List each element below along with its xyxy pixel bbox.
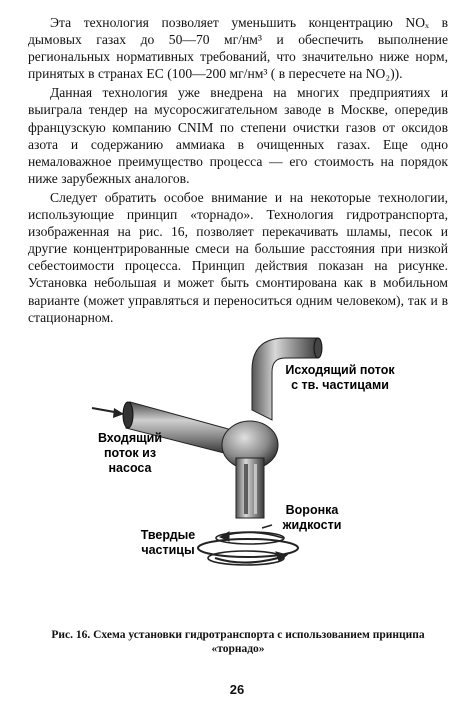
label-liquid-funnel: Воронка жидкости: [282, 503, 342, 532]
page-number: 26: [229, 682, 245, 697]
figure-caption: Рис. 16. Схема установки гидротранспорта с использованием принципа «торнадо»: [51, 629, 425, 655]
body-text: [28, 14, 448, 328]
vortex-chamber: [222, 421, 278, 518]
label-solid-particles: Твердые частицы: [140, 528, 196, 557]
paragraph-3: Следует обратить особое внимание и на некоторые технологии, использующие принцип «торнадо». Технология гидротранспорта, изображенная на рис. 16, позволяет перекачивать шламы, песок и другие концентрированные смеси на большие расстояния при низкой себестоимости процесса. Принцип действия показан на рисунке. Установка небольшая и может быть смонтирована как в мобильном варианте (может управляться и переноситься одним человеком), так и в стационарном.: [28, 189, 448, 325]
paragraph-2: Данная технология уже внедрена на многих предприятиях и выиграла тендер на мусоросжигательном заводе в Москве, опередив французскую компанию CNIM по степени очистки газов от оксидов азота и содержанию аммиака в очищенных газах. Еще одно немаловажное преимущество процесса — его стоимость на порядок ниже зарубежных аналогов.: [28, 85, 448, 186]
solids-swirl: [198, 532, 298, 565]
funnel-arrow: [262, 525, 272, 528]
paragraph-1: Эта технология позволяет уменьшить концентрацию NOₓ в дымовых газах до 50—70 мг/нм³ и обеспечить выполнение региональных нормативных требований, что значительно ниже норм, принятых в странах ЕС (100—200 мг/нм³ ( в пересчете на NO₂)).: [28, 15, 448, 82]
label-inflow: Входящий поток из насоса: [97, 431, 163, 475]
label-outflow: Исходящий поток с тв. частицами: [285, 363, 395, 392]
inflow-arrow: [92, 408, 124, 418]
hydrotransport-figure: [0, 330, 474, 610]
